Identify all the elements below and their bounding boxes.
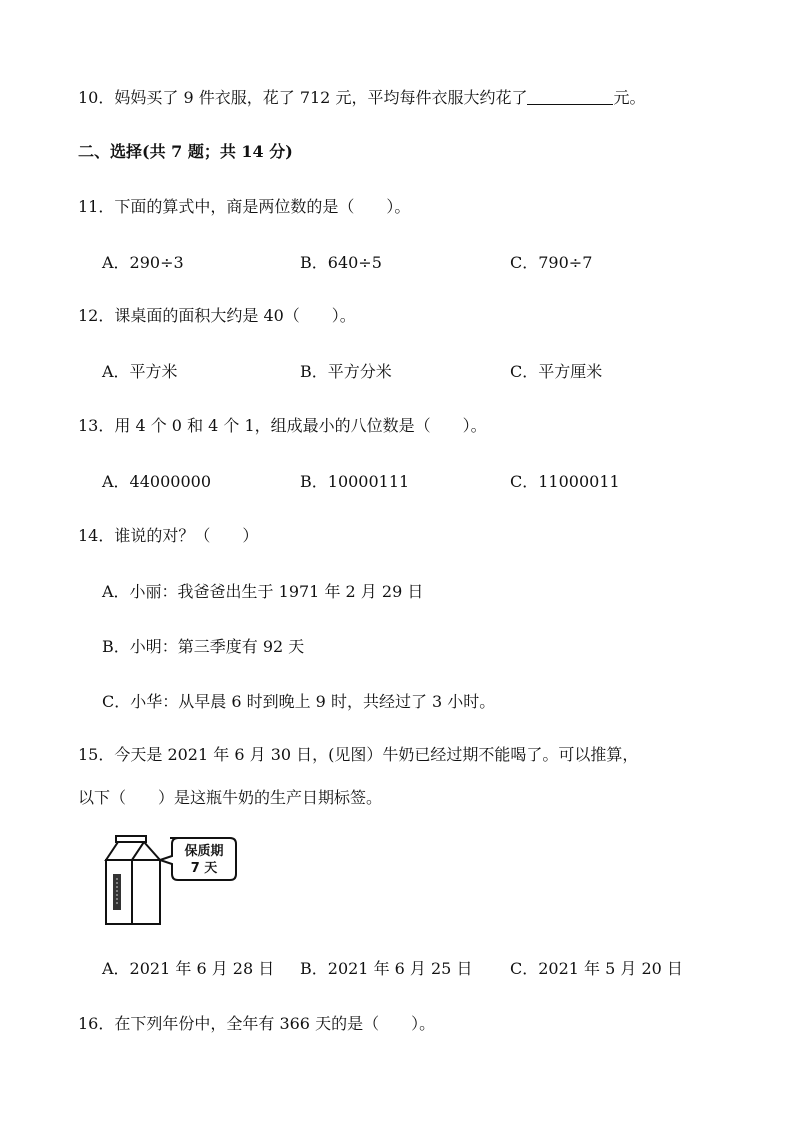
option-c[interactable]: C．平方厘米 [510, 362, 603, 381]
question-text: 妈妈买了 9 件衣服，花了 712 元，平均每件衣服大约花了 [114, 88, 528, 107]
question-number: 10． [78, 88, 115, 107]
option-c[interactable]: C．小华：从早晨 6 时到晚上 9 时，共经过了 3 小时。 [102, 692, 496, 711]
question-14: 14．谁说的对？（ ） [78, 526, 259, 545]
option-c[interactable]: C．11000011 [510, 472, 620, 491]
milk-carton-illustration [98, 834, 238, 928]
option-b[interactable]: B．10000111 [300, 472, 410, 491]
option-a[interactable]: A．290÷3 [102, 253, 184, 272]
answer-blank[interactable] [527, 88, 613, 105]
carton-ridge [116, 836, 146, 842]
question-11: 11．下面的算式中，商是两位数的是（ ）。 [78, 197, 411, 216]
question-10 [78, 88, 645, 108]
option-a[interactable]: A．平方米 [102, 362, 178, 381]
option-b[interactable]: B．2021 年 6 月 25 日 [300, 959, 473, 978]
option-a[interactable]: A．小丽：我爸爸出生于 1971 年 2 月 29 日 [102, 582, 424, 601]
question-15-line-2: 以下（ ）是这瓶牛奶的生产日期标签。 [78, 788, 383, 807]
option-c[interactable]: C．790÷7 [510, 253, 593, 272]
bubble-text-2: 7 天 [190, 861, 218, 876]
question-text-end: 元。 [613, 88, 646, 107]
question-13: 13．用 4 个 0 和 4 个 1，组成最小的八位数是（ ）。 [78, 416, 487, 435]
option-c[interactable]: C．2021 年 5 月 20 日 [510, 959, 683, 978]
option-b[interactable]: B．平方分米 [300, 362, 392, 381]
question-15-line-1: 15．今天是 2021 年 6 月 30 日，(见图）牛奶已经过期不能喝了。可以推算， [78, 745, 639, 764]
option-b[interactable]: B．小明：第三季度有 92 天 [102, 637, 305, 656]
option-b[interactable]: B．640÷5 [300, 253, 382, 272]
section-heading: 二、选择(共 7 题；共 14 分) [78, 142, 293, 161]
bubble-text-1: 保质期 [184, 844, 224, 859]
question-12: 12．课桌面的面积大约是 40（ ）。 [78, 306, 356, 325]
option-a[interactable]: A．44000000 [102, 472, 211, 491]
option-a[interactable]: A．2021 年 6 月 28 日 [102, 959, 275, 978]
question-16: 16．在下列年份中，全年有 366 天的是（ ）。 [78, 1014, 436, 1033]
carton-front [132, 860, 160, 924]
